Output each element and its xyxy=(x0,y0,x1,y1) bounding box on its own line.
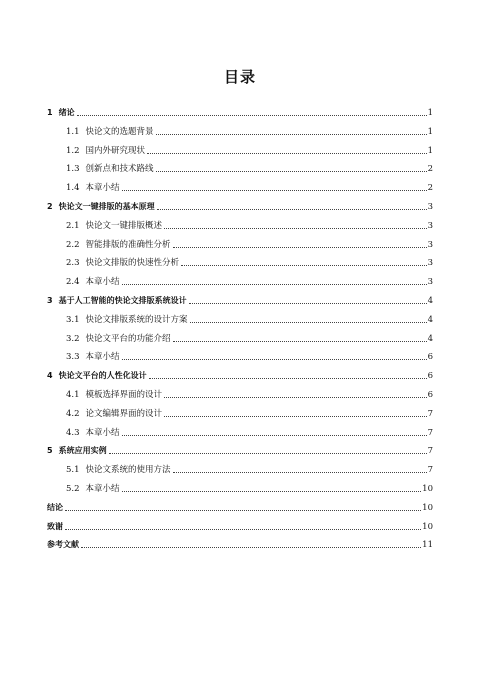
toc-page-number: 3 xyxy=(427,202,433,212)
toc-leader-dots xyxy=(122,358,427,360)
toc-entry-title: 参考文献 xyxy=(47,540,79,550)
toc-entry-title: 快论文排版系统的设计方案 xyxy=(85,314,188,325)
toc-entry-title: 模板选择界面的设计 xyxy=(85,390,163,400)
toc-entry-title: 快论文平台的人性化设计 xyxy=(58,371,147,381)
toc-entry[interactable] xyxy=(47,441,433,457)
toc-entry[interactable] xyxy=(66,235,433,251)
toc-page-number: 10 xyxy=(422,484,433,494)
toc-entry-label xyxy=(66,427,120,439)
toc-leader-dots xyxy=(147,152,427,154)
toc-page-number: 2 xyxy=(427,183,433,194)
toc-entry-title: 快论文平台的功能介绍 xyxy=(85,333,171,344)
toc-entry-number: 3.2 xyxy=(66,333,80,344)
toc-leader-dots xyxy=(157,208,427,210)
toc-page-number: 1 xyxy=(427,108,433,118)
toc-entry[interactable] xyxy=(66,253,433,269)
toc-leader-dots xyxy=(122,490,422,492)
toc-entry-number: 1 xyxy=(47,108,53,117)
toc-page-number: 4 xyxy=(427,333,433,344)
toc-entry-label xyxy=(47,107,75,119)
toc-leader-dots xyxy=(189,302,427,304)
toc-entry-label xyxy=(66,145,145,157)
toc-entry-title: 系统应用实例 xyxy=(58,446,107,456)
toc-entry-label xyxy=(47,502,63,514)
toc-entry-label xyxy=(47,201,155,213)
toc-page-number: 2 xyxy=(427,164,433,175)
toc-leader-dots xyxy=(156,170,427,172)
toc-entry-number: 3.3 xyxy=(66,352,80,363)
toc-entry-title: 结论 xyxy=(47,502,63,512)
toc-leader-dots xyxy=(122,189,427,191)
toc-entry[interactable] xyxy=(47,197,433,213)
toc-entry-title: 快论文系统的使用方法 xyxy=(85,465,171,476)
toc-entry[interactable] xyxy=(66,385,433,401)
toc-page-number: 3 xyxy=(427,239,433,250)
toc-entry[interactable] xyxy=(66,460,433,476)
toc-leader-dots xyxy=(65,509,421,511)
toc-entry-number: 3.1 xyxy=(66,314,80,325)
toc-entry-title: 本章小结 xyxy=(85,352,120,363)
toc-entry-title: 本章小结 xyxy=(85,277,120,288)
page-title: 目录 xyxy=(223,68,256,86)
toc-entry[interactable] xyxy=(66,347,433,363)
toc-entry-title: 致谢 xyxy=(47,521,63,531)
toc-leader-dots xyxy=(81,546,421,548)
toc-entry-title: 本章小结 xyxy=(85,183,120,194)
toc-entry[interactable] xyxy=(66,159,433,175)
toc-leader-dots xyxy=(164,415,427,417)
toc-entry-label xyxy=(66,314,188,326)
toc-entry-number: 2.4 xyxy=(66,277,80,288)
toc-leader-dots xyxy=(122,434,427,436)
toc-entry-label xyxy=(47,295,187,307)
toc-entry[interactable] xyxy=(66,178,433,194)
toc-page-number: 10 xyxy=(422,521,433,532)
toc-leader-dots xyxy=(77,114,427,116)
toc-entry[interactable] xyxy=(66,272,433,288)
toc-entry-title: 论文编辑界面的设计 xyxy=(85,408,163,419)
toc-entry-number: 4 xyxy=(47,371,53,381)
toc-entry-label xyxy=(66,276,120,288)
toc-entry[interactable] xyxy=(47,103,433,119)
toc-entry-label xyxy=(47,445,107,457)
toc-leader-dots xyxy=(109,452,427,454)
toc-leader-dots xyxy=(164,227,427,229)
toc-entry-label xyxy=(66,408,162,420)
toc-leader-dots xyxy=(173,340,427,342)
toc-entry-number: 5 xyxy=(47,446,53,456)
toc-entry[interactable] xyxy=(47,291,433,307)
toc-entry[interactable] xyxy=(66,423,433,439)
toc-entry-number: 2.3 xyxy=(66,258,80,269)
toc-entry-label xyxy=(66,351,120,363)
toc-page-number: 11 xyxy=(422,540,433,551)
toc-entry-title: 基于人工智能的快论文排版系统设计 xyxy=(58,296,187,305)
toc-leader-dots xyxy=(149,377,427,379)
toc-entry-number: 2.2 xyxy=(66,239,80,250)
toc-entry-label xyxy=(66,239,171,251)
toc-page-number: 4 xyxy=(427,296,433,306)
toc-leader-dots xyxy=(190,321,427,323)
toc-page-number: 7 xyxy=(427,465,433,476)
toc-entry-label xyxy=(66,220,162,232)
toc-entry[interactable] xyxy=(66,216,433,232)
toc-page-number: 1 xyxy=(427,145,433,156)
toc-entry-label xyxy=(66,182,120,194)
toc-page-number: 7 xyxy=(427,408,433,419)
toc-page-number: 6 xyxy=(427,352,433,363)
toc-page-number: 3 xyxy=(427,220,433,231)
toc-entry[interactable] xyxy=(66,310,433,326)
toc-entry[interactable] xyxy=(47,366,433,382)
toc-entry-number: 1.1 xyxy=(66,126,80,137)
toc-page-number: 6 xyxy=(427,371,433,382)
toc-entry-number: 1.3 xyxy=(66,164,80,175)
toc-entry-label xyxy=(47,539,79,551)
toc-leader-dots xyxy=(122,283,427,285)
toc-entry-title: 智能排版的准确性分析 xyxy=(85,239,171,250)
toc-entry[interactable] xyxy=(47,517,433,533)
toc-entry[interactable] xyxy=(47,498,433,514)
toc-entry-number: 2 xyxy=(47,202,53,211)
toc-entry-number: 4.1 xyxy=(66,390,80,400)
toc-entry-label xyxy=(66,464,171,476)
toc-leader-dots xyxy=(65,528,421,530)
toc-entry-label xyxy=(66,483,120,495)
toc-entry-title: 创新点和技术路线 xyxy=(85,164,154,175)
toc-leader-dots xyxy=(173,471,427,473)
toc-leader-dots xyxy=(173,246,427,248)
toc-entry-number: 5.2 xyxy=(66,484,80,494)
toc-entry-number: 1.4 xyxy=(66,183,80,194)
toc-leader-dots xyxy=(181,264,427,266)
toc-entry-number: 3 xyxy=(47,296,53,305)
toc-entry-label xyxy=(66,389,162,401)
toc-entry-title: 快论文一键排版概述 xyxy=(85,220,163,231)
toc-page-number: 6 xyxy=(427,390,433,400)
toc-entry-number: 5.1 xyxy=(66,465,80,476)
toc-entry-label xyxy=(66,126,154,138)
toc-entry[interactable] xyxy=(66,122,433,138)
toc-page-number: 3 xyxy=(427,277,433,288)
toc-leader-dots xyxy=(156,133,427,135)
toc-entry-title: 快论文的选题背景 xyxy=(85,126,154,137)
toc-entry-label xyxy=(66,333,171,345)
toc-entry-title: 国内外研究现状 xyxy=(85,145,146,156)
toc-page-number: 7 xyxy=(427,446,433,457)
toc-entry[interactable] xyxy=(66,479,433,495)
toc-entry-title: 快论文一键排版的基本原理 xyxy=(58,202,155,211)
toc-entry-number: 4.2 xyxy=(66,408,80,419)
toc-entry[interactable] xyxy=(66,329,433,345)
toc-entry[interactable] xyxy=(47,535,433,551)
toc-entry[interactable] xyxy=(66,404,433,420)
toc-entry-number: 1.2 xyxy=(66,145,80,156)
toc-entry-title: 本章小结 xyxy=(85,427,120,438)
toc-leader-dots xyxy=(164,396,427,398)
toc-entry-title: 绪论 xyxy=(58,108,75,117)
toc-entry-title: 快论文排版的快速性分析 xyxy=(85,258,180,269)
toc-entry[interactable] xyxy=(66,141,433,157)
toc-entry-label xyxy=(47,521,63,533)
toc-entry-label xyxy=(66,257,179,269)
toc-page-number: 7 xyxy=(427,427,433,438)
toc-page-number: 10 xyxy=(422,502,433,513)
toc-entry-number: 2.1 xyxy=(66,220,80,231)
toc-entry-number: 4.3 xyxy=(66,427,80,438)
toc-entry-label xyxy=(66,163,154,175)
toc-page-number: 1 xyxy=(427,126,433,137)
toc-page-number: 4 xyxy=(427,314,433,325)
toc-page-number: 3 xyxy=(427,258,433,269)
toc-entry-title: 本章小结 xyxy=(85,484,120,494)
toc-entry-label xyxy=(47,370,147,382)
